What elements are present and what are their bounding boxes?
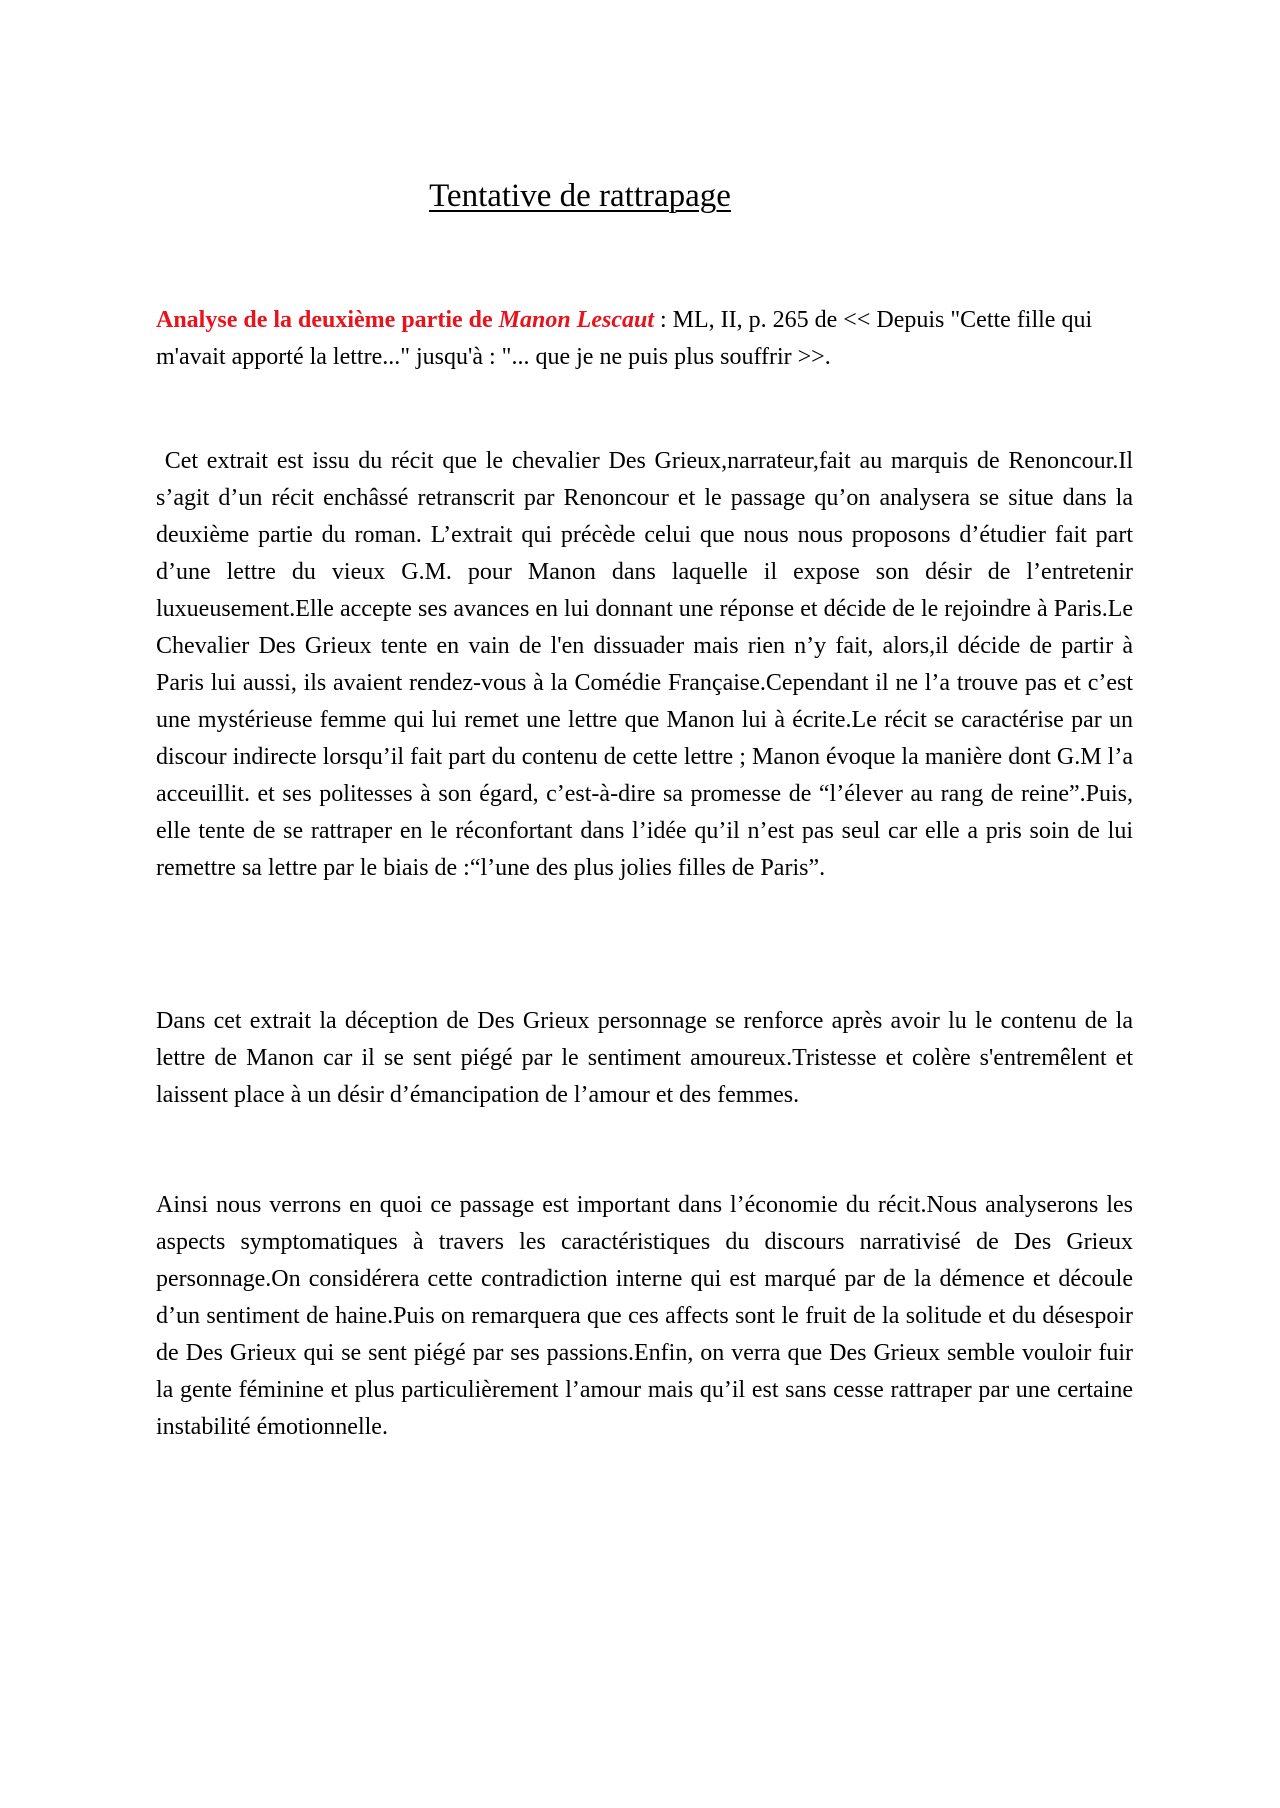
paragraph-introduction: Cet extrait est issu du récit que le chevalier Des Grieux,narrateur,fait au marquis de Renoncour.Il s’agit d’un récit enchâssé retranscrit par Renoncour et le passage qu’on analysera se situe dans la deuxième partie du roman. L’extrait qui précède celui que nous nous proposons d’étudier fait part d’une lettre du vieux G.M. pour Manon dans laquelle il expose son désir de l’entretenir luxueusement.Elle accepte ses avances en lui donnant une réponse et décide de le rejoindre à Paris.Le Chevalier Des Grieux tente en vain de l'en dissuader mais rien n’y fait, alors,il décide de partir à Paris lui aussi, ils avaient rendez-vous à la Comédie Française.Cependant il ne l’a trouve pas et c’est une mystérieuse femme qui lui remet une lettre que Manon lui à écrite.Le récit se caractérise par un discour indirecte lorsqu’il fait part du contenu de cette lettre ; Manon évoque la manière dont G.M l’a acceuillit. et ses politesses à son égard, c’est-à-dire sa promesse de “l’élever au rang de reine”.Puis, elle tente de se rattraper en le réconfortant dans l’idée qu’il n’est pas seul car elle a pris soin de lui remettre sa lettre par le biais de :“l’une des plus jolies filles de Paris”. xyxy=(156,448,1139,881)
document-title: Tentative de rattrapage xyxy=(429,178,731,214)
subject-work-title: Manon Lescaut xyxy=(498,307,654,333)
paragraph-problem: Dans cet extrait la déception de Des Grieux personnage se renforce après avoir lu le contenu de la lettre de Manon car il se sent piégé par le sentiment amoureux.Tristesse et colère s'entremêlent et laissent place à un désir d’émancipation de l’amour et des femmes. xyxy=(156,1008,1133,1108)
subject-line xyxy=(156,302,1136,376)
subject-reference: : ML, II, p. 265 de << Depuis "Cette fille qui m'avait apporté la lettre..." jusqu'à : "... que je ne puis plus souffrir >>. xyxy=(156,307,1093,370)
paragraph-plan: Ainsi nous verrons en quoi ce passage est important dans l’économie du récit.Nous analyserons les aspects symptomatiques à travers les caractéristiques du discours narrativisé de Des Grieux personnage.On considérera cette contradiction interne qui est marqué par de la démence et découle d’un sentiment de haine.Puis on remarquera que ces affects sont le fruit de la solitude et du désespoir de Des Grieux qui se sent piégé par ses passions.Enfin, on verra que Des Grieux semble vouloir fuir la gente féminine et plus particulièrement l’amour mais qu’il est sans cesse rattraper par une certaine instabilité émotionnelle. xyxy=(156,1192,1133,1440)
subject-label: Analyse de la deuxième partie de xyxy=(156,307,499,333)
